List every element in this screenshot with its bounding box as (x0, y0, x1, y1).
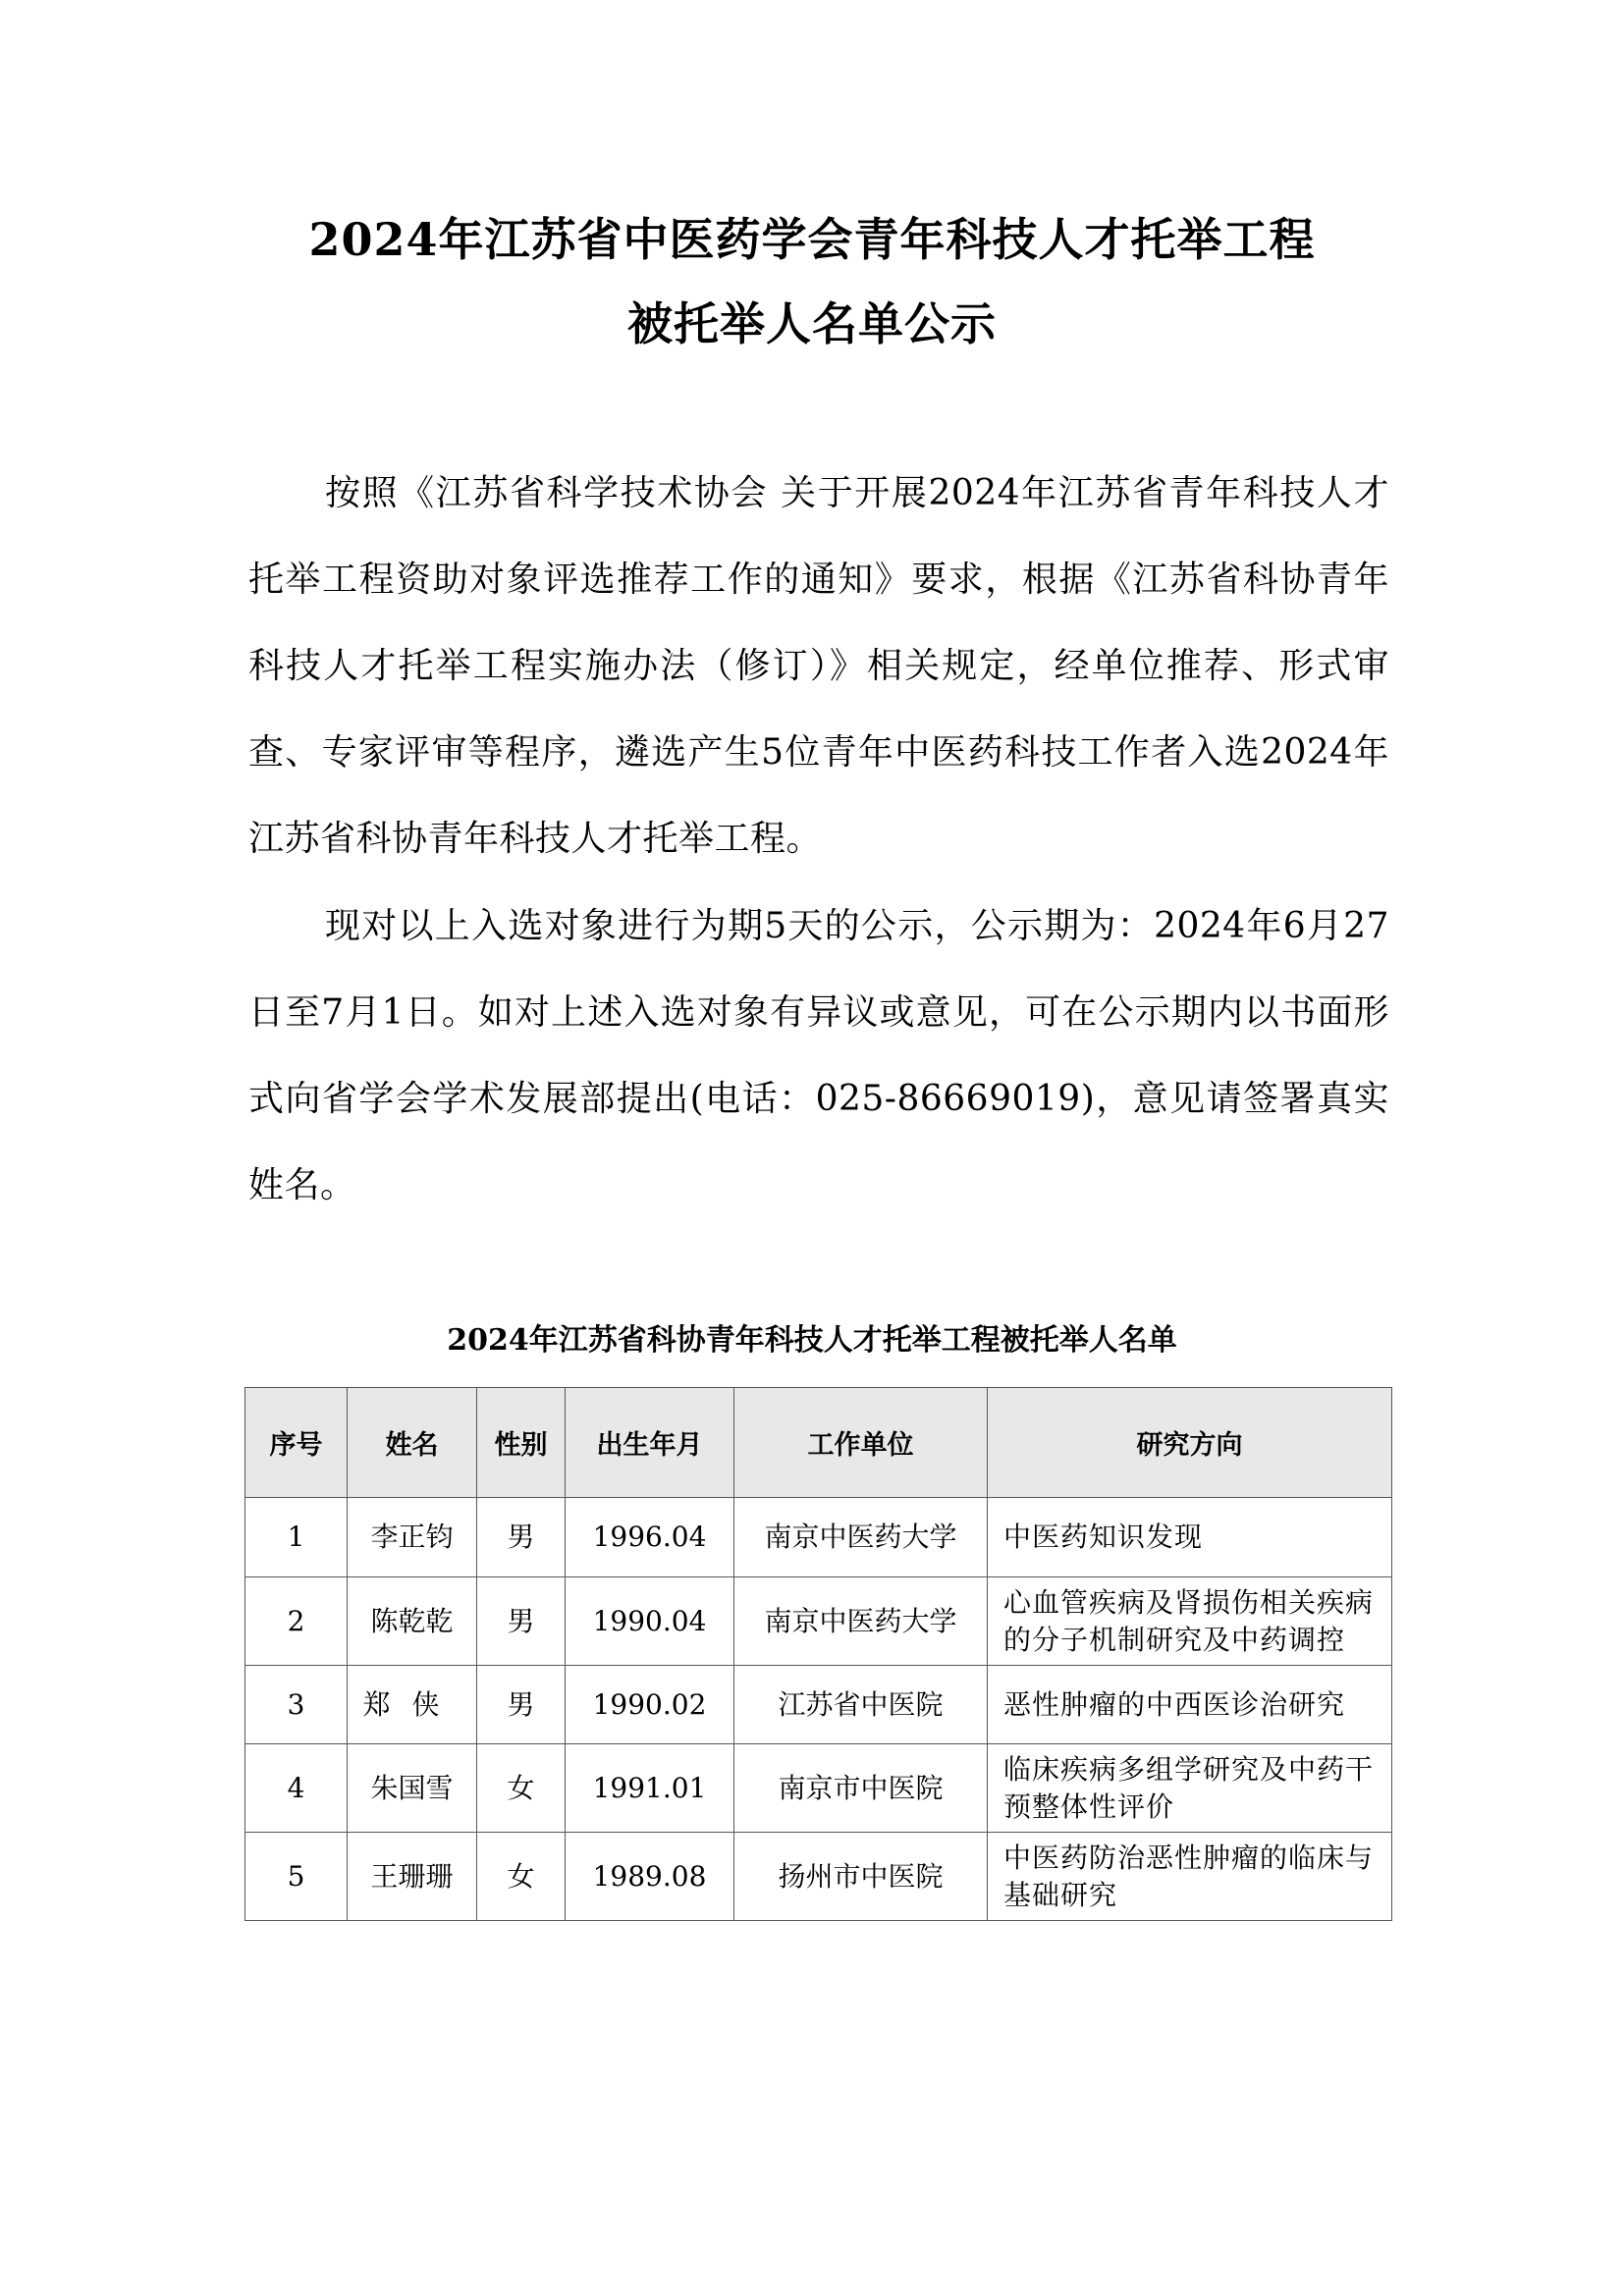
cell-name: 陈乾乾 (348, 1577, 477, 1666)
cell-research: 恶性肿瘤的中西医诊治研究 (988, 1666, 1392, 1744)
cell-index: 3 (245, 1666, 348, 1744)
cell-workplace: 江苏省中医院 (734, 1666, 988, 1744)
cell-research: 心血管疾病及肾损伤相关疾病的分子机制研究及中药调控 (988, 1577, 1392, 1666)
cell-birth: 1991.01 (566, 1744, 734, 1833)
cell-gender: 男 (477, 1498, 566, 1577)
cell-birth: 1990.02 (566, 1666, 734, 1744)
cell-gender: 女 (477, 1744, 566, 1833)
cell-workplace: 南京中医药大学 (734, 1577, 988, 1666)
table-row (245, 1744, 1392, 1833)
table-header-row (245, 1388, 1392, 1498)
cell-gender: 男 (477, 1666, 566, 1744)
header-index: 序号 (245, 1388, 348, 1498)
cell-name: 李正钧 (348, 1498, 477, 1577)
table-row (245, 1666, 1392, 1744)
cell-name: 朱国雪 (348, 1744, 477, 1833)
table-caption: 2024年江苏省科协青年科技人才托举工程被托举人名单 (447, 1323, 1177, 1358)
cell-birth: 1996.04 (566, 1498, 734, 1577)
cell-birth: 1990.04 (566, 1577, 734, 1666)
page-title: 2024年江苏省中医药学会青年科技人才托举工程 (308, 213, 1316, 266)
table-row (245, 1577, 1392, 1666)
cell-research: 中医药防治恶性肿瘤的临床与基础研究 (988, 1833, 1392, 1921)
cell-workplace: 南京中医药大学 (734, 1498, 988, 1577)
table-row (245, 1833, 1392, 1921)
cell-gender: 女 (477, 1833, 566, 1921)
body-paragraph-1: 按照《江苏省科学技术协会 关于开展2024年江苏省青年科技人才托举工程资助对象评选推荐工作的通知》要求，根据《江苏省科协青年科技人才托举工程实施办法（修订）》相关规定，经单位推荐、形式审查、专家评审等程序，遴选产生5位青年中医药科技工作者入选2024年江苏省科协青年科技人才托举工程。 (248, 473, 1389, 859)
header-name: 姓名 (348, 1388, 477, 1498)
page-subtitle: 被托举人名单公示 (627, 297, 997, 350)
cell-workplace: 南京市中医院 (734, 1744, 988, 1833)
cell-index: 2 (245, 1577, 348, 1666)
cell-index: 1 (245, 1498, 348, 1577)
cell-birth: 1989.08 (566, 1833, 734, 1921)
cell-index: 4 (245, 1744, 348, 1833)
header-gender: 性别 (477, 1388, 566, 1498)
cell-gender: 男 (477, 1577, 566, 1666)
header-birth: 出生年月 (566, 1388, 734, 1498)
header-research: 研究方向 (988, 1388, 1392, 1498)
table-row (245, 1498, 1392, 1577)
cell-name: 郑侠 (348, 1666, 477, 1744)
cell-index: 5 (245, 1833, 348, 1921)
cell-research: 临床疾病多组学研究及中药干预整体性评价 (988, 1744, 1392, 1833)
nominee-table (244, 1387, 1392, 1921)
body-paragraph-2: 现对以上入选对象进行为期5天的公示，公示期为：2024年6月27日至7月1日。如对上述入选对象有异议或意见，可在公示期内以书面形式向省学会学术发展部提出(电话：025-86669019)，意见请签署真实姓名。 (248, 906, 1389, 1205)
cell-research: 中医药知识发现 (988, 1498, 1392, 1577)
header-workplace: 工作单位 (734, 1388, 988, 1498)
cell-workplace: 扬州市中医院 (734, 1833, 988, 1921)
cell-name: 王珊珊 (348, 1833, 477, 1921)
